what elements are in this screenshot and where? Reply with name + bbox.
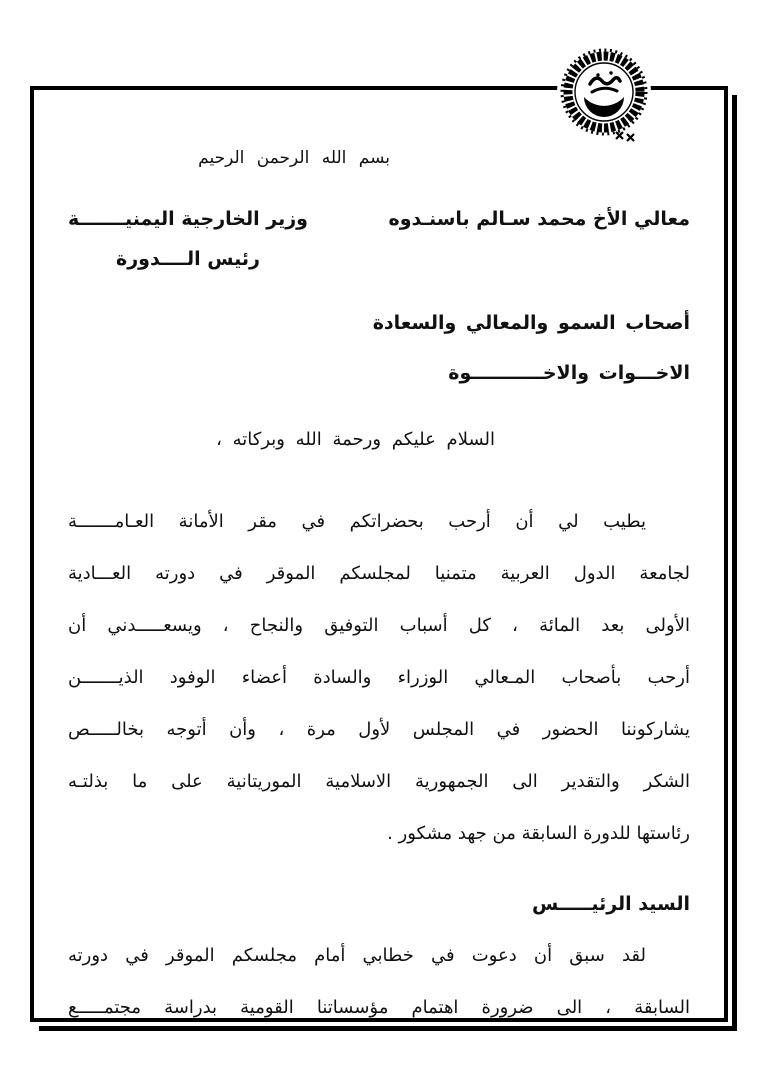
- body-line: الشكر والتقدير الى الجمهورية الاسلامية الموريتانية على ما بذلتـه: [68, 771, 690, 792]
- body-line: لجامعة الدول العربية متمنيا لمجلسكم الموقر في دورته العـــادية: [68, 563, 690, 584]
- salutation-line-1: أصحاب السمو والمعالي والسعادة: [372, 312, 690, 334]
- body-line: أرحب بأصحاب المـعالي الوزراء والسادة أعضاء الوفود الذيـــــــن: [68, 667, 690, 688]
- paragraph-1: [68, 496, 690, 860]
- body-line: لقد سبق أن دعوت في خطابي أمام مجلسكم الموقر في دورته: [68, 945, 646, 966]
- arab-league-emblem-icon: [554, 44, 654, 144]
- page-border-frame: [30, 86, 728, 1022]
- greeting-line: السلام عليكم ورحمة الله وبركاته ،: [216, 429, 495, 450]
- paragraph-2: [68, 930, 690, 1034]
- salutation-line-2: الاخـــوات والاخـــــــــــوة: [448, 362, 690, 384]
- addressee-title-block: [68, 206, 308, 272]
- body-line: يشاركوننا الحضور في المجلس لأول مرة ، وأن أتوجه بخالـــــص: [68, 719, 690, 740]
- addressee-role: رئيس الــــدورة: [116, 248, 260, 270]
- basmala-line: بسم الله الرحمن الرحيم: [198, 148, 390, 168]
- body-line: رئاستها للدورة السابقة من جهد مشكور .: [387, 823, 690, 844]
- section-header: السيد الرئيـــــس: [531, 893, 690, 915]
- letter-content: [34, 90, 724, 1018]
- addressee-name: معالي الأخ محمد سـالم باسنـدوه: [388, 208, 690, 230]
- body-line: السابقة ، الى ضرورة اهتمام مؤسساتنا القومية بدراسة مجتمـــــع: [68, 997, 690, 1018]
- body-line: يطيب لي أن أرحب بحضراتكم في مقر الأمانة العـامـــــــة: [68, 511, 646, 532]
- addressee-row: [68, 206, 690, 272]
- addressee-title: وزير الخارجية اليمنيـــــــة: [68, 208, 308, 230]
- body-line: الأولى بعد المائة ، كل أسباب التوفيق والنجاح ، ويسعـــــدني أن: [68, 615, 690, 636]
